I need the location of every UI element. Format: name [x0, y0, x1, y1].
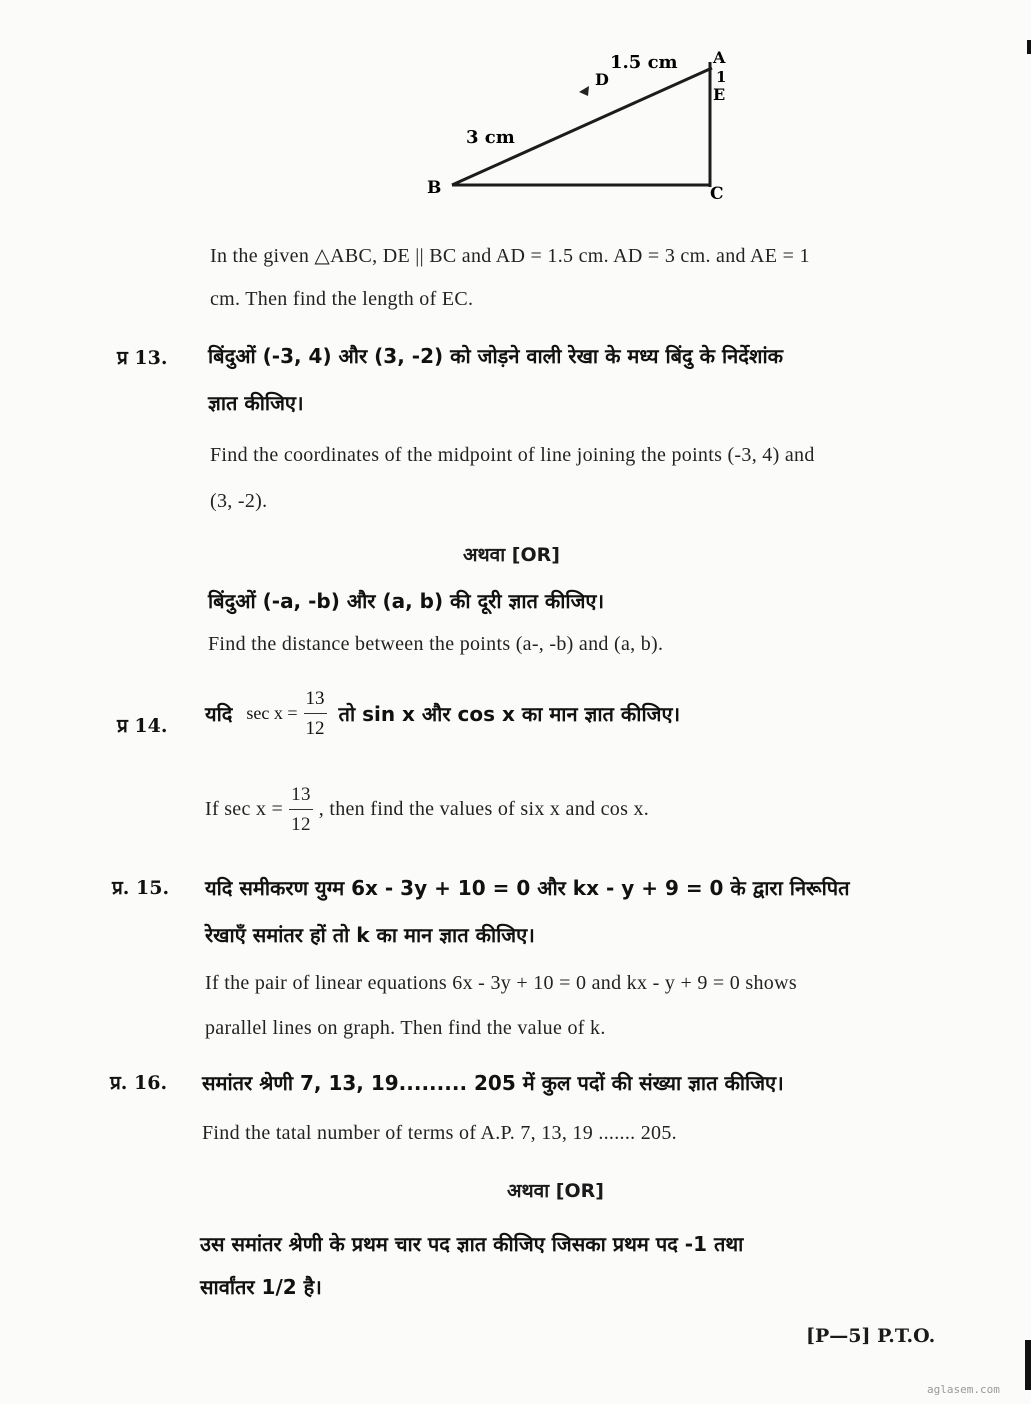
label-a: A: [713, 48, 726, 67]
q16-alt-hindi-line1: उस समांतर श्रेणी के प्रथम चार पद ज्ञात कीजिए जिसका प्रथम पद -1 तथा: [200, 1232, 744, 1256]
scan-edge-mark-top: [1027, 40, 1031, 54]
label-e: E: [713, 85, 726, 104]
label-ad-length: 1.5 cm: [610, 52, 678, 73]
q14-english-pre: If sec x =: [205, 798, 284, 821]
q15-number: प्र. 15.: [112, 877, 170, 899]
q14-en-numerator: 13: [289, 784, 313, 810]
q16-or-heading: अथवा [OR]: [507, 1180, 604, 1202]
q14-hindi-rest: तो sin x और cos x का मान ज्ञात कीजिए।: [338, 702, 681, 727]
q14-en-denominator: 12: [291, 813, 311, 835]
q14-english: [205, 784, 649, 836]
q14-fraction-hindi: [304, 688, 327, 740]
watermark: aglasem.com: [927, 1383, 1000, 1396]
q16-alt-hindi-line2: सार्वांतर 1/2 है।: [200, 1275, 322, 1299]
q13-alt-english: Find the distance between the points (a-, -b) and (a, b).: [208, 633, 664, 655]
q13-alt-hindi: बिंदुओं (-a, -b) और (a, b) की दूरी ज्ञात कीजिए।: [208, 589, 605, 613]
label-bd-length: 3 cm: [466, 127, 515, 148]
q14-number: प्र 14.: [117, 715, 168, 737]
q14-hindi-yadi: यदि: [205, 702, 233, 727]
q15-english-line2: parallel lines on graph. Then find the value of k.: [205, 1017, 606, 1039]
q14-english-post: , then find the values of six x and cos x.: [318, 798, 650, 821]
label-d: D: [595, 70, 609, 89]
point-d-marker: [579, 86, 589, 96]
q16-number: प्र. 16.: [110, 1072, 168, 1094]
q15-english-line1: If the pair of linear equations 6x - 3y + 10 = 0 and kx - y + 9 = 0 shows: [205, 972, 797, 994]
q15-hindi-line2: रेखाएँ समांतर हों तो k का मान ज्ञात कीजिए।: [205, 923, 535, 947]
q13-hindi-line1: बिंदुओं (-3, 4) और (3, -2) को जोड़ने वाली रेखा के मध्य बिंदु के निर्देशांक: [208, 344, 783, 368]
q13-or-heading: अथवा [OR]: [463, 544, 560, 566]
q16-hindi-line1: समांतर श्रेणी 7, 13, 19......... 205 में कुल पदों की संख्या ज्ञात कीजिए।: [202, 1071, 784, 1095]
q13-english-line1: Find the coordinates of the midpoint of line joining the points (-3, 4) and: [210, 444, 815, 466]
scan-edge-mark-bottom: [1025, 1340, 1031, 1390]
q13-hindi-line2: ज्ञात कीजिए।: [208, 391, 304, 415]
label-b: B: [427, 178, 442, 198]
q13-number: प्र 13.: [117, 347, 168, 369]
q15-hindi-line1: यदि समीकरण युग्म 6x - 3y + 10 = 0 और kx - y + 9 = 0 के द्वारा निरूपित: [205, 876, 850, 900]
label-c: C: [710, 184, 724, 204]
q12-text-line2: cm. Then find the length of EC.: [210, 288, 474, 310]
triangle-figure: [0, 0, 1031, 215]
q14-fraction-english: [289, 784, 313, 836]
page-code-pto: [P—5] P.T.O.: [806, 1325, 936, 1347]
q16-english-line1: Find the tatal number of terms of A.P. 7, 13, 19 ....... 205.: [202, 1122, 677, 1144]
q14-sec-label: sec x =: [246, 703, 298, 724]
q12-text-line1: In the given △ABC, DE || BC and AD = 1.5 cm. AD = 3 cm. and AE = 1: [210, 245, 810, 267]
q14-hindi: [205, 688, 680, 740]
q14-fraction-denominator: 12: [305, 717, 325, 739]
q13-english-line2: (3, -2).: [210, 490, 268, 512]
q14-fraction-numerator: 13: [304, 688, 327, 714]
label-1: 1: [716, 68, 727, 86]
